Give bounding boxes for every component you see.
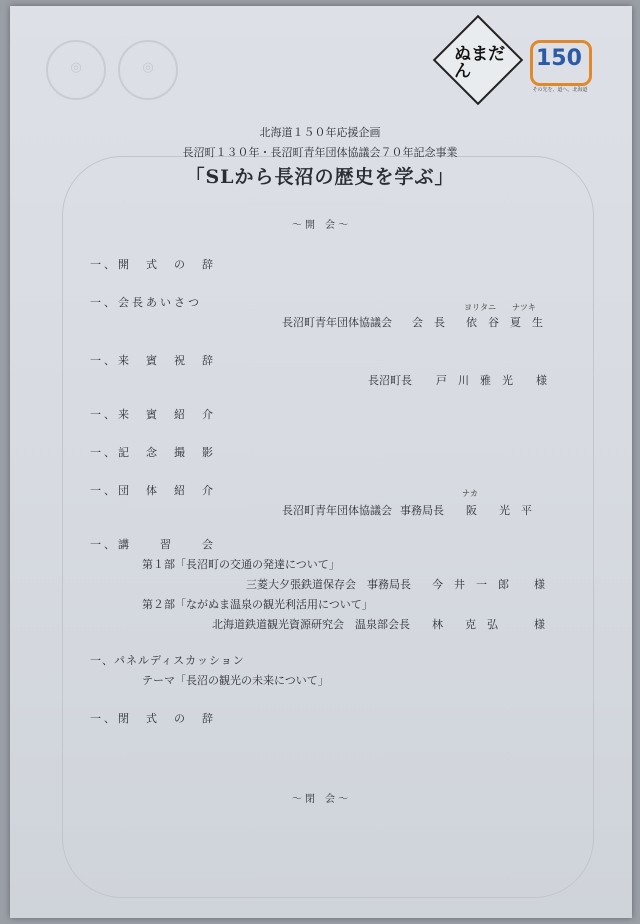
lecture-part2-org: 北海道鉄道観光資源研究会 温泉部会長 — [212, 618, 410, 631]
faded-stamp-mark-right: ◎ — [118, 40, 178, 100]
sponsor-line-2: 長沼町１３０年・長沼町青年団体協議会７０年記念事業 — [182, 146, 458, 159]
hokkaido-150-logo-number: 150 — [536, 46, 582, 71]
lecture-part1-honorific: 様 — [534, 578, 545, 591]
program-item-closing-address: 一、閉 式 の 辞 — [90, 712, 216, 725]
program-item-guest-speech: 一、来 賓 祝 辞 — [90, 354, 216, 367]
program-item-panel-discussion: 一、パネルディスカッション — [90, 654, 245, 667]
program-item-group-introduction: 一、団 体 紹 介 — [90, 484, 216, 497]
opening-heading: ～ 開 会 ～ — [291, 220, 349, 231]
secretary-org: 長沼町青年団体協議会 — [282, 504, 392, 517]
president-name-ruby: ヨリタニ ナツキ — [464, 303, 536, 312]
secretary-name: 阪 光 平 — [466, 504, 532, 517]
lecture-part1-person: 今 井 一 郎 — [432, 578, 509, 591]
secretary-role: 事務局長 — [400, 504, 444, 517]
president-role: 会 長 — [412, 316, 445, 329]
program-sheet — [10, 6, 632, 918]
program-item-lecture: 一、講 習 会 — [90, 538, 216, 551]
mayor-title: 長沼町長 — [368, 374, 412, 387]
sponsor-line-1: 北海道１５０年応援企画 — [259, 126, 381, 139]
mayor-honorific: 様 — [536, 374, 547, 387]
lecture-part2-honorific: 様 — [534, 618, 545, 631]
naganuma-logo-text: ぬまだん — [454, 44, 506, 82]
program-item-opening-address: 一、開 式 の 辞 — [90, 258, 216, 271]
panel-theme: テーマ「長沼の観光の未来について」 — [142, 674, 329, 687]
president-name: 依 谷 夏 生 — [466, 316, 543, 329]
lecture-part2-person: 林 克 弘 — [432, 618, 498, 631]
lecture-part1-org: 三菱大夕張鉄道保存会 事務局長 — [246, 578, 411, 591]
hokkaido-150-logo-tagline: その先を、道へ。北海道 — [532, 87, 588, 93]
president-org: 長沼町青年団体協議会 — [282, 316, 392, 329]
faded-stamp-mark-left: ◎ — [46, 40, 106, 100]
program-item-guest-introduction: 一、来 賓 紹 介 — [90, 408, 216, 421]
mayor-name: 戸 川 雅 光 — [436, 374, 513, 387]
secretary-name-ruby: ナカ — [462, 489, 478, 498]
lecture-part2-title: 第２部「ながぬま温泉の観光利活用について」 — [142, 598, 373, 611]
hokkaido-150-logo — [524, 40, 594, 96]
program-item-commemorative-photo: 一、記 念 撮 影 — [90, 446, 216, 459]
document-title: 「SLから長沼の歴史を学ぶ」 — [185, 166, 455, 188]
program-item-president-greeting: 一、会長あいさつ — [90, 296, 202, 309]
lecture-part1-title: 第１部「長沼町の交通の発達について」 — [142, 558, 340, 571]
closing-heading: ～ 閉 会 ～ — [291, 794, 349, 805]
